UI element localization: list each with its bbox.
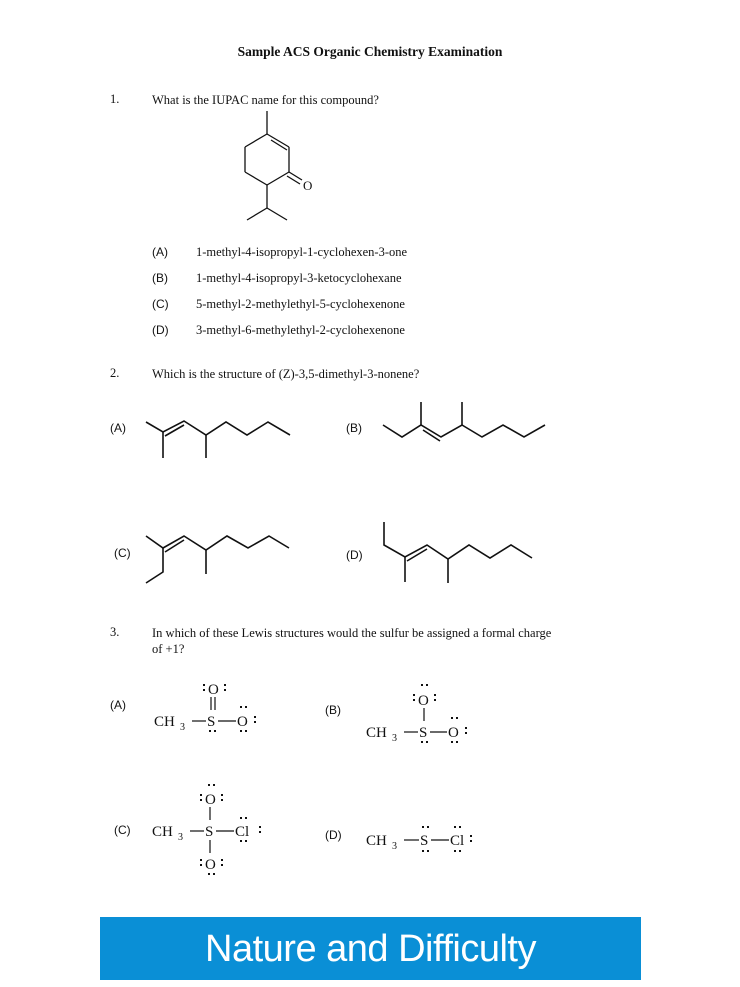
q1-option-c-text: 5-methyl-2-methylethyl-5-cyclohexenone bbox=[196, 297, 405, 311]
svg-text:CH: CH bbox=[154, 714, 175, 730]
svg-text:3: 3 bbox=[392, 733, 397, 744]
q1-option-a-text: 1-methyl-4-isopropyl-1-cyclohexen-3-one bbox=[196, 245, 408, 259]
svg-text:S: S bbox=[205, 824, 214, 840]
question-3-text-line1: In which of these Lewis structures would the sulfur be assigned a formal charge bbox=[152, 626, 552, 640]
svg-text:O: O bbox=[205, 792, 216, 808]
q2-option-a-letter: (A) bbox=[110, 421, 126, 435]
question-3-text-line2: of +1? bbox=[152, 642, 185, 656]
q3-structure-a bbox=[154, 682, 248, 733]
question-1-number: 1. bbox=[110, 92, 120, 106]
question-3-number: 3. bbox=[110, 625, 120, 639]
svg-text:CH: CH bbox=[366, 833, 387, 849]
svg-text:O: O bbox=[448, 725, 459, 741]
question-1-text: What is the IUPAC name for this compound? bbox=[152, 93, 379, 107]
svg-text:O: O bbox=[205, 857, 216, 873]
svg-text:Cl: Cl bbox=[235, 824, 250, 840]
svg-text:CH: CH bbox=[152, 824, 173, 840]
q2-option-b-letter: (B) bbox=[346, 421, 362, 435]
svg-text:S: S bbox=[207, 714, 216, 730]
q1-option-b-letter: (B) bbox=[152, 271, 168, 285]
svg-text:O: O bbox=[418, 693, 429, 709]
q2-option-d-letter: (D) bbox=[346, 548, 363, 562]
svg-text:S: S bbox=[420, 833, 429, 849]
caption-banner bbox=[100, 917, 641, 980]
q1-option-b-text: 1-methyl-4-isopropyl-3-ketocyclohexane bbox=[196, 271, 402, 285]
lone-pair-dots bbox=[200, 684, 472, 875]
svg-text:3: 3 bbox=[180, 722, 185, 733]
q3-structure-d bbox=[366, 833, 464, 852]
q3-option-d-letter: (D) bbox=[325, 828, 342, 842]
page-title: Sample ACS Organic Chemistry Examination bbox=[237, 44, 503, 59]
q3-option-a-letter: (A) bbox=[110, 698, 126, 712]
q3-option-c-letter: (C) bbox=[114, 823, 131, 837]
q3-structure-b bbox=[366, 693, 459, 744]
svg-text:O: O bbox=[208, 682, 219, 698]
svg-text:Cl: Cl bbox=[450, 833, 465, 849]
q1-option-a-letter: (A) bbox=[152, 245, 168, 259]
q1-option-d-letter: (D) bbox=[152, 323, 169, 337]
svg-text:S: S bbox=[419, 725, 428, 741]
banner-title: Nature and Difficulty bbox=[205, 928, 536, 970]
question-2-number: 2. bbox=[110, 366, 120, 380]
q2-option-c-letter: (C) bbox=[114, 546, 131, 560]
question-2-text: Which is the structure of (Z)-3,5-dimethyl-3-nonene? bbox=[152, 367, 420, 381]
oxygen-atom-label: O bbox=[303, 178, 313, 193]
q1-option-c-letter: (C) bbox=[152, 297, 169, 311]
svg-text:3: 3 bbox=[392, 841, 397, 852]
svg-text:O: O bbox=[237, 714, 248, 730]
q3-option-b-letter: (B) bbox=[325, 703, 341, 717]
svg-text:3: 3 bbox=[178, 832, 183, 843]
svg-text:CH: CH bbox=[366, 725, 387, 741]
q1-option-d-text: 3-methyl-6-methylethyl-2-cyclohexenone bbox=[196, 323, 405, 337]
